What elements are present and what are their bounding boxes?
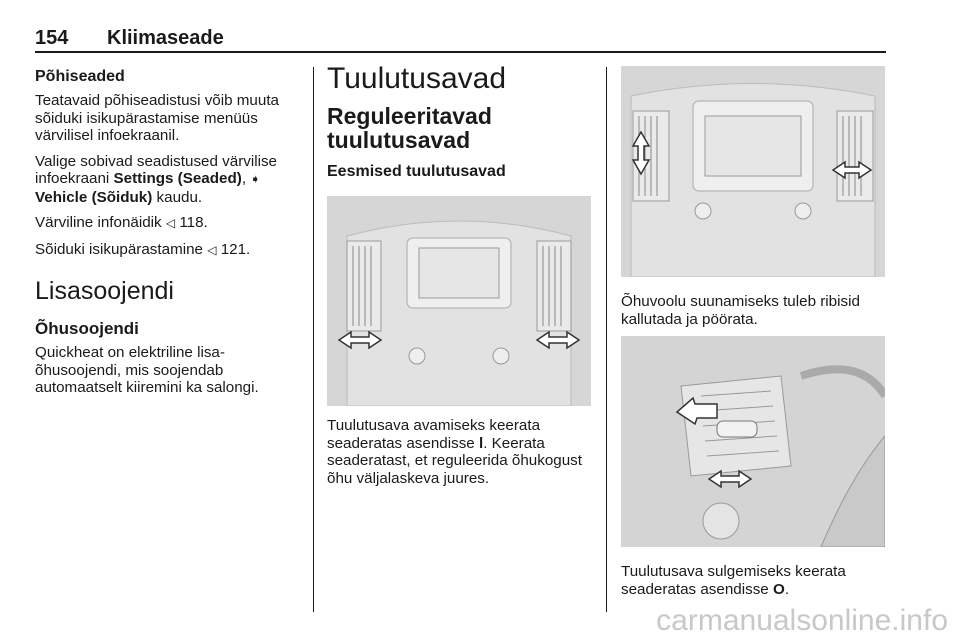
para2-sep: , <box>241 170 251 187</box>
sub-heading-front-vents: Eesmised tuulutusavad <box>327 163 506 180</box>
arrow-right-icon: ➧ <box>250 172 261 186</box>
vehicle-link[interactable]: Vehicle (Sõiduk) <box>35 188 153 206</box>
heading-basic-settings: Põhiseaded <box>35 68 125 85</box>
para4-text: Sõiduki isikupärastamine <box>35 240 208 258</box>
column-divider-1 <box>313 67 314 612</box>
front-vents-image <box>327 196 591 406</box>
column-divider-2 <box>606 67 607 612</box>
caption-close <box>621 563 885 598</box>
column-2 <box>327 62 595 193</box>
open-position-symbol: l <box>478 434 484 452</box>
caption-front-vents <box>327 417 595 487</box>
paragraph-5: Quickheat on elektriline lisa-õhusoojendi, mis soojendab automaatselt kiiremini ka salongi. <box>35 344 259 396</box>
vent-direction-image <box>621 66 885 277</box>
para2-text: Valige sobivad seadistused värvilise infoekraani <box>35 152 278 187</box>
sub-heading-air-heater: Õhusoojendi <box>35 319 139 338</box>
page-reference[interactable]: 118. <box>179 214 208 231</box>
header-rule <box>35 51 886 53</box>
closed-position-symbol: O <box>772 580 785 598</box>
vent-close-image <box>621 336 885 547</box>
caption-text-end: . Keerata seaderatast, et reguleerida õhukogust õhu väljalaskeva juures. <box>327 434 582 487</box>
page-header <box>35 27 885 51</box>
watermark: carmanualsonline.info <box>656 604 948 637</box>
chapter-title: Kliimaseade <box>107 27 224 49</box>
page-number: 154 <box>35 27 69 49</box>
para3-text: Värviline infonäidik <box>35 214 166 231</box>
caption-text: Tuulutusava avamiseks keerata seaderatas asendisse <box>327 417 541 452</box>
paragraph-4 <box>35 241 297 260</box>
paragraph-3 <box>35 214 297 233</box>
section-subtitle: Reguleeritavad tuulutusavad <box>327 103 492 153</box>
paragraph-2 <box>35 153 297 207</box>
caption-close-end: . <box>784 580 790 598</box>
caption-close-text: Tuulutusava sulgemiseks keerata seaderatas asendisse <box>621 563 846 598</box>
settings-link[interactable]: Settings (Seaded) <box>113 170 242 187</box>
caption-direction: Õhuvoolu suunamiseks tuleb ribisid kallutada ja pöörata. <box>621 293 860 328</box>
section-heading: Lisasoojendi <box>35 277 174 305</box>
reference-icon: ◁ <box>165 216 176 230</box>
reference-icon: ◁ <box>207 242 217 257</box>
page-reference[interactable]: 121. <box>220 240 251 258</box>
section-title: Tuulutusavad <box>327 62 507 95</box>
column-1 <box>35 67 297 405</box>
paragraph-1: Teatavaid põhiseadistusi võib muuta sõiduki isikupärastamise menüüs värvilisel infoekraanil. <box>35 92 279 144</box>
para2-end: kaudu. <box>152 188 203 206</box>
